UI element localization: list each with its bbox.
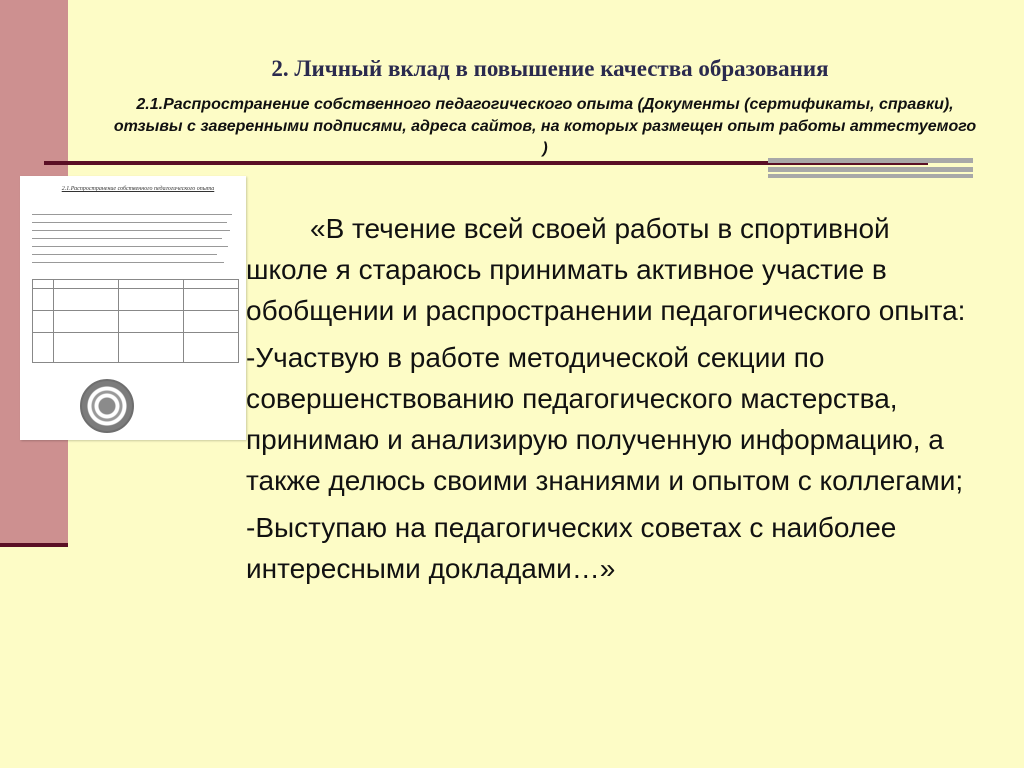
header-gray-stripes xyxy=(768,158,973,178)
doc-text-line xyxy=(32,230,230,231)
doc-table-col-divider xyxy=(118,280,119,362)
slide-title: 2. Личный вклад в повышение качества образования xyxy=(271,56,829,81)
document-scan-image xyxy=(20,176,246,440)
left-band-underline xyxy=(0,543,68,547)
doc-table-col-divider xyxy=(183,280,184,362)
doc-table-row-divider xyxy=(33,332,238,333)
quote-body xyxy=(246,208,976,595)
doc-table-col-divider xyxy=(53,280,54,362)
doc-text-line xyxy=(32,222,227,223)
document-scan-heading: 2.1.Распространение собственного педагогического опыта xyxy=(61,186,215,192)
doc-text-line xyxy=(32,246,228,247)
quote-paragraph: -Участвую в работе методической секции по совершенствованию педагогического мастерства, принимаю и анализирую полученную информацию, а также делюсь своими знаниями и опытом с коллегами; xyxy=(246,342,964,496)
doc-text-line xyxy=(32,262,224,263)
quote-paragraph: «В течение всей своей работы в спортивной школе я стараюсь принимать активное участие в обобщении и распространении педагогического опыта: xyxy=(246,213,966,326)
slide-subtitle: 2.1.Распространение собственного педагогического опыта (Документы (сертификаты, справки), отзывы с заверенными подписями, адреса сайтов, на которых размещен опыт работы аттестуемого ) xyxy=(113,96,977,157)
doc-text-line xyxy=(32,254,217,255)
doc-table-row-divider xyxy=(33,288,238,289)
doc-text-line xyxy=(32,214,232,215)
quote-paragraph: -Выступаю на педагогических советах с наиболее интересными докладами…» xyxy=(246,512,897,584)
doc-table-row-divider xyxy=(33,310,238,311)
doc-text-line xyxy=(32,238,222,239)
document-scan-table xyxy=(32,279,239,363)
round-seal-stamp-icon xyxy=(80,379,134,433)
